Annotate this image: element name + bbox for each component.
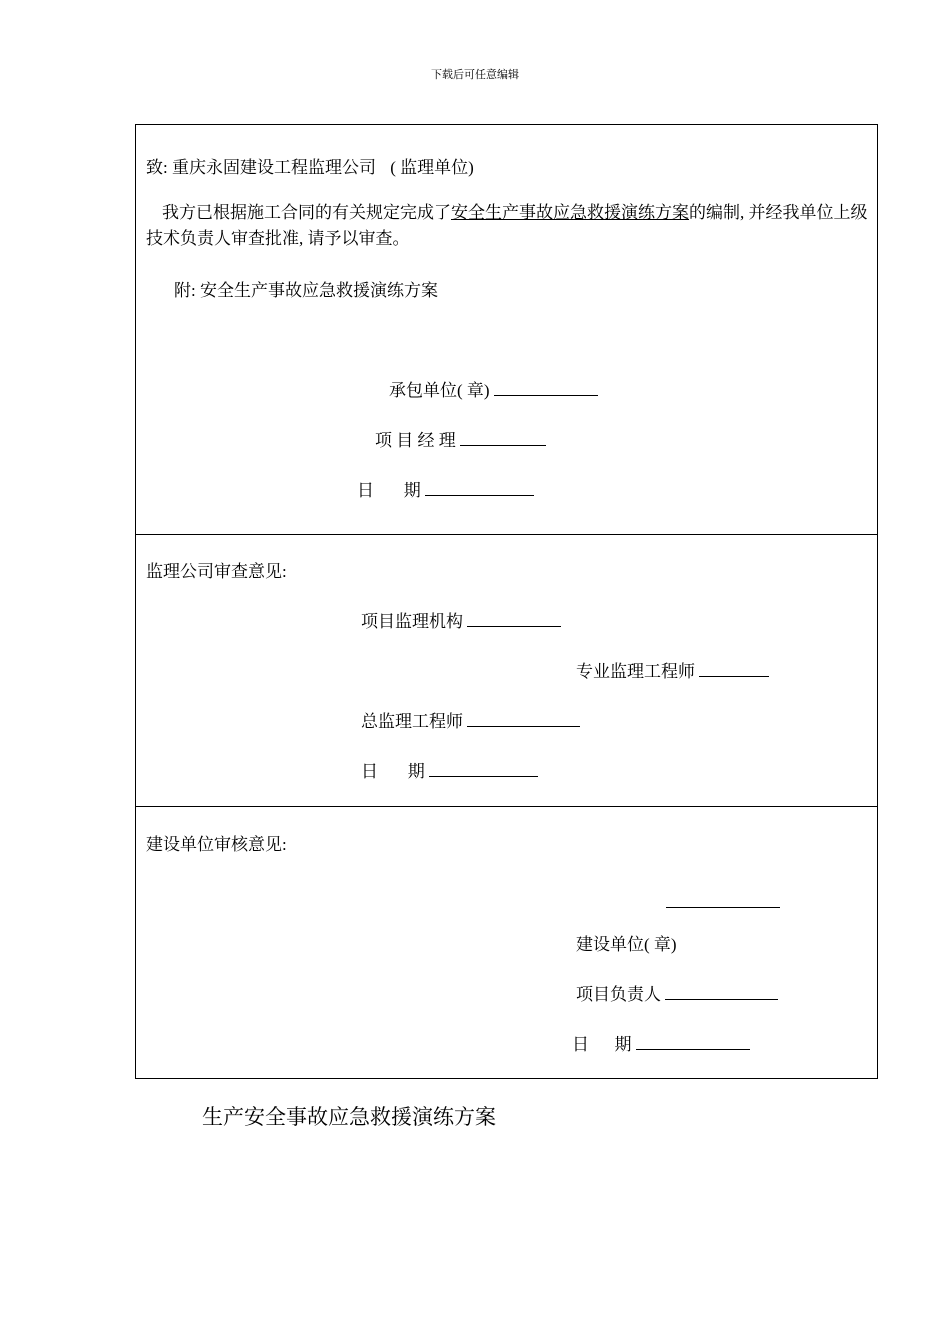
supervision-org-blank[interactable] bbox=[467, 610, 561, 627]
project-manager-label: 项 目 经 理 bbox=[375, 431, 456, 450]
submission-paragraph bbox=[146, 200, 872, 252]
project-manager-field bbox=[375, 426, 546, 451]
section-divider bbox=[136, 806, 877, 807]
contractor-date-blank[interactable] bbox=[425, 479, 534, 496]
contractor-seal-field bbox=[389, 376, 598, 401]
addressee-prefix: 致: bbox=[146, 158, 168, 177]
supervision-org-field bbox=[361, 607, 561, 632]
owner-date-field bbox=[572, 1030, 750, 1055]
owner-heading: 建设单位审核意见: bbox=[146, 835, 287, 854]
supervisor-heading: 监理公司审查意见: bbox=[146, 562, 287, 581]
header-note: 下载后可任意编辑 bbox=[431, 69, 519, 81]
attachment-line: 附: 安全生产事故应急救援演练方案 bbox=[174, 281, 438, 300]
document-title: 生产安全事故应急救援演练方案 bbox=[202, 1105, 496, 1129]
submission-plan-name: 安全生产事故应急救援演练方案 bbox=[451, 203, 689, 222]
supervisor-date-blank[interactable] bbox=[429, 760, 538, 777]
supervision-org-label: 项目监理机构 bbox=[361, 612, 463, 631]
supervisor-date-label: 日 期 bbox=[361, 762, 425, 781]
project-manager-blank[interactable] bbox=[460, 429, 546, 446]
contractor-seal-blank[interactable] bbox=[494, 379, 598, 396]
owner-date-blank[interactable] bbox=[636, 1033, 750, 1050]
addressee-role: ( 监理单位) bbox=[390, 158, 474, 177]
specialist-engineer-blank[interactable] bbox=[699, 660, 769, 677]
owner-seal-blank[interactable] bbox=[666, 907, 780, 908]
submission-text-before: 我方已根据施工合同的有关规定完成了 bbox=[162, 203, 451, 222]
owner-seal-label: 建设单位( 章) bbox=[576, 935, 677, 954]
chief-engineer-field bbox=[361, 707, 580, 732]
owner-date-label: 日 期 bbox=[572, 1035, 632, 1054]
contractor-date-label: 日 期 bbox=[357, 481, 421, 500]
addressee-line bbox=[146, 153, 474, 178]
supervisor-date-field bbox=[361, 757, 538, 782]
chief-engineer-blank[interactable] bbox=[467, 710, 580, 727]
owner-manager-field bbox=[576, 980, 778, 1005]
addressee-name: 重庆永固建设工程监理公司 bbox=[171, 158, 376, 177]
specialist-engineer-field bbox=[576, 657, 769, 682]
contractor-date-field bbox=[357, 476, 534, 501]
owner-manager-label: 项目负责人 bbox=[576, 985, 661, 1004]
chief-engineer-label: 总监理工程师 bbox=[361, 712, 463, 731]
section-divider bbox=[136, 534, 877, 535]
approval-form-table bbox=[135, 124, 878, 1079]
owner-manager-blank[interactable] bbox=[665, 983, 778, 1000]
specialist-engineer-label: 专业监理工程师 bbox=[576, 662, 695, 681]
contractor-seal-label: 承包单位( 章) bbox=[389, 381, 490, 400]
submission-text-after: 的编制, 并经我单位上级技术负责人审查批准, 请予以审查。 bbox=[146, 203, 868, 248]
